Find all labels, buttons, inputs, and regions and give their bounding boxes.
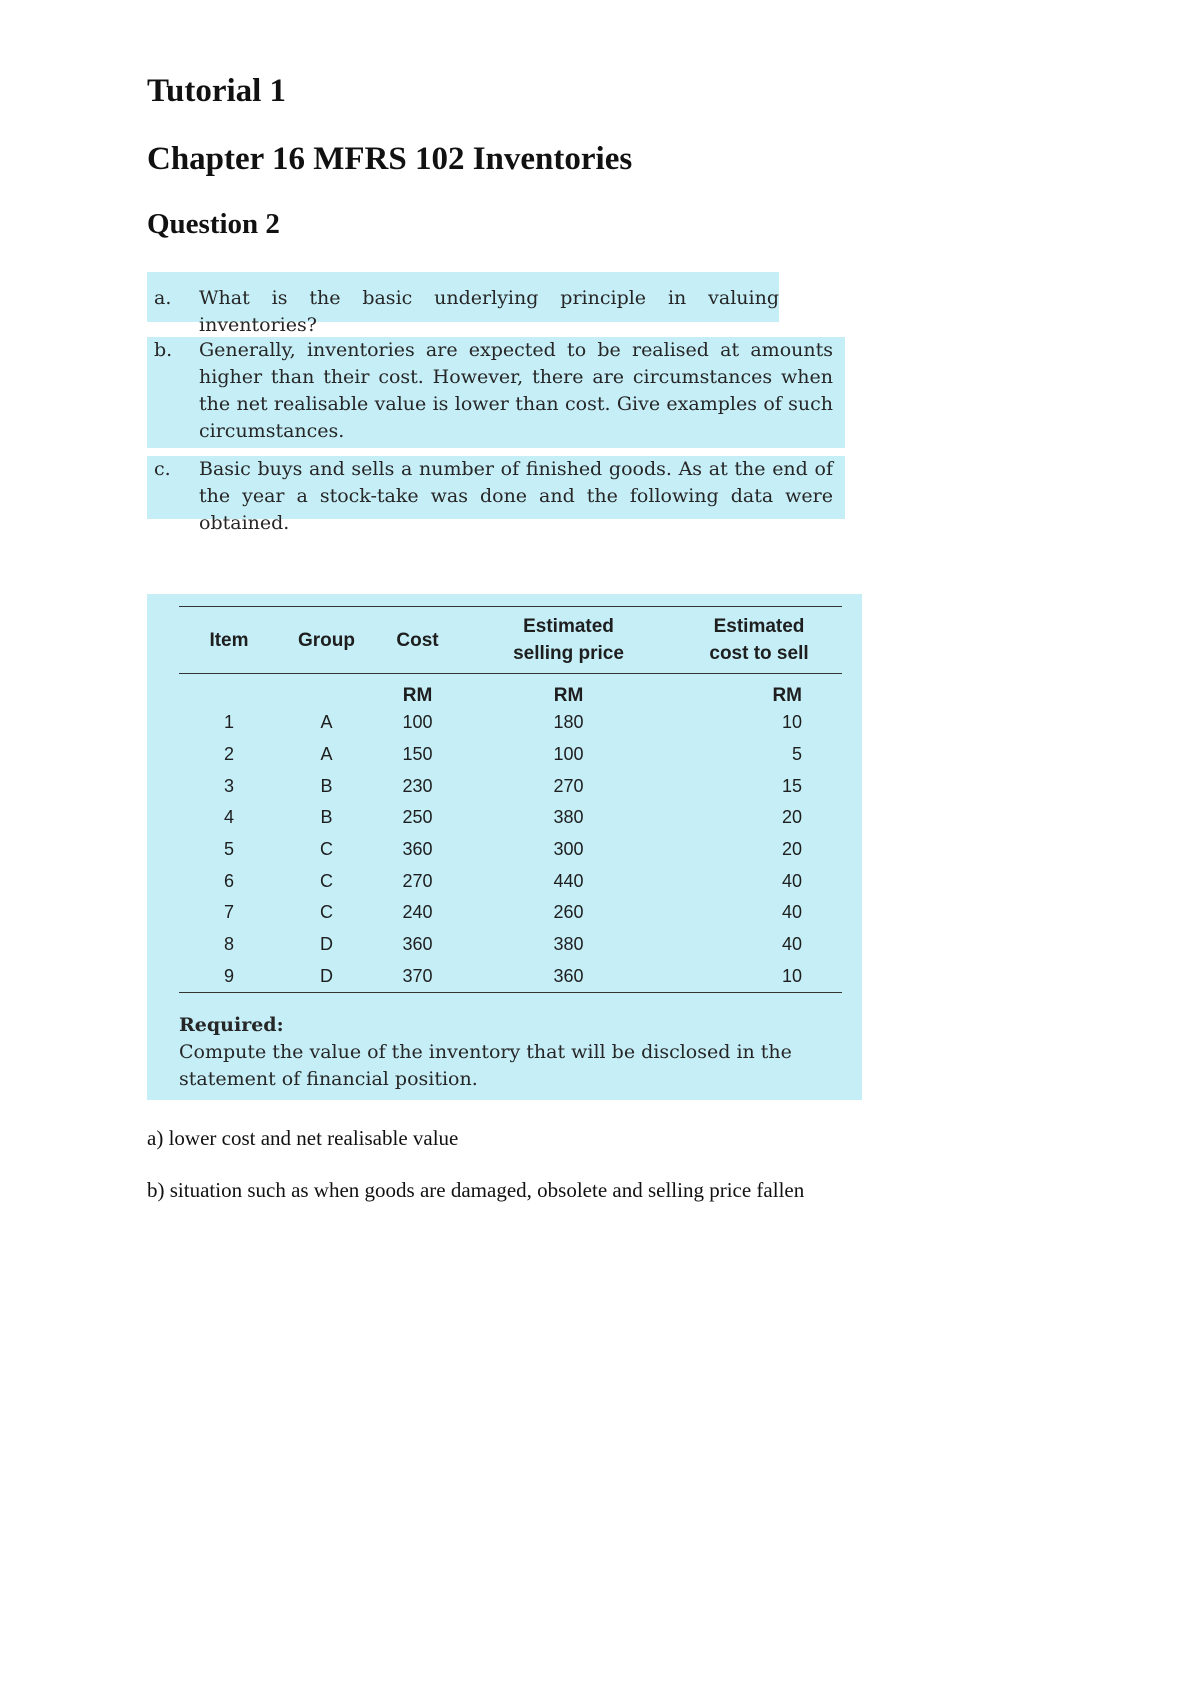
cell-cost: 150 bbox=[402, 744, 433, 765]
cell-ecs: 15 bbox=[781, 775, 802, 796]
cell-esp: 360 bbox=[461, 961, 676, 993]
question-a-text: What is the basic underlying principle in valuing inventories? bbox=[199, 287, 779, 336]
cell-ecs: 20 bbox=[781, 807, 802, 828]
question-title: Question 2 bbox=[147, 208, 280, 240]
header-item: Item bbox=[179, 607, 279, 674]
question-c bbox=[147, 456, 845, 534]
table-row bbox=[179, 739, 842, 771]
cell-esp: 180 bbox=[553, 712, 584, 733]
unit-group bbox=[279, 674, 374, 708]
cell-cost: 360 bbox=[402, 839, 433, 860]
cell-group: A bbox=[320, 712, 333, 733]
units-row bbox=[179, 674, 842, 708]
cell-item: 1 bbox=[223, 712, 234, 733]
cell-group: C bbox=[320, 902, 333, 923]
cell-ecs: 40 bbox=[781, 902, 802, 923]
cell-group: D bbox=[279, 961, 374, 993]
header-esp-line1: Estimated bbox=[523, 616, 614, 637]
question-b-label: b. bbox=[154, 339, 173, 361]
cell-item: 6 bbox=[223, 870, 234, 891]
cell-item: 2 bbox=[223, 744, 234, 765]
cell-cost: 250 bbox=[402, 807, 433, 828]
header-cost: Cost bbox=[374, 607, 461, 674]
cell-ecs: 40 bbox=[781, 934, 802, 955]
table-row bbox=[179, 929, 842, 961]
header-group: Group bbox=[279, 607, 374, 674]
cell-cost: 240 bbox=[402, 902, 433, 923]
required-heading: Required: bbox=[179, 1014, 284, 1036]
cell-item: 9 bbox=[179, 961, 279, 993]
cell-cost: 230 bbox=[402, 775, 433, 796]
answer-a: a) lower cost and net realisable value bbox=[147, 1126, 459, 1150]
chapter-title: Chapter 16 MFRS 102 Inventories bbox=[147, 141, 633, 177]
cell-group: B bbox=[320, 807, 333, 828]
question-b-text: Generally, inventories are expected to be realised at amounts higher than their cost. However, there are circumstances when the net realisable value is lower than cost. Give examples of such circumstances. bbox=[199, 339, 833, 442]
cell-ecs: 20 bbox=[781, 839, 802, 860]
table-header-row bbox=[179, 607, 842, 674]
cell-group: C bbox=[320, 870, 333, 891]
cell-esp: 260 bbox=[553, 902, 584, 923]
cell-esp: 380 bbox=[553, 934, 584, 955]
cell-cost: 360 bbox=[402, 934, 433, 955]
header-esp-line2: selling price bbox=[513, 643, 624, 664]
cell-cost: 100 bbox=[402, 712, 433, 733]
table-row bbox=[179, 707, 842, 739]
table-row bbox=[179, 865, 842, 897]
cell-ecs: 10 bbox=[781, 712, 802, 733]
question-a-label: a. bbox=[154, 287, 172, 309]
cell-esp: 300 bbox=[553, 839, 584, 860]
table-row bbox=[179, 897, 842, 929]
header-ecs-line2: cost to sell bbox=[709, 643, 809, 664]
inventory-table bbox=[179, 606, 842, 993]
cell-group: A bbox=[320, 744, 333, 765]
cell-group: B bbox=[320, 775, 333, 796]
cell-esp: 440 bbox=[553, 870, 584, 891]
header-ecs-line1: Estimated bbox=[713, 616, 805, 637]
required-section bbox=[179, 1012, 849, 1093]
question-a bbox=[147, 272, 779, 336]
cell-group: C bbox=[320, 839, 333, 860]
cell-cost: 270 bbox=[402, 870, 433, 891]
table-row bbox=[179, 770, 842, 802]
cell-item: 4 bbox=[223, 807, 234, 828]
cell-group: D bbox=[320, 934, 333, 955]
table-row bbox=[179, 802, 842, 834]
cell-ecs: 10 bbox=[676, 961, 842, 993]
cell-esp: 380 bbox=[553, 807, 584, 828]
cell-item: 3 bbox=[223, 775, 234, 796]
table-row bbox=[179, 961, 842, 993]
tutorial-title: Tutorial 1 bbox=[147, 73, 287, 109]
header-estimated-cost-to-sell bbox=[676, 607, 842, 674]
inventory-table-panel bbox=[147, 594, 862, 1100]
question-c-text: Basic buys and sells a number of finished goods. As at the end of the year a stock-take was done and the following data were obtained. bbox=[199, 458, 833, 534]
header-estimated-selling-price bbox=[461, 607, 676, 674]
unit-item bbox=[179, 674, 279, 708]
cell-ecs: 5 bbox=[791, 744, 802, 765]
cell-cost: 370 bbox=[374, 961, 461, 993]
question-c-label: c. bbox=[154, 458, 171, 480]
cell-item: 8 bbox=[223, 934, 234, 955]
unit-esp: RM bbox=[553, 685, 584, 706]
cell-esp: 270 bbox=[553, 775, 584, 796]
question-b bbox=[147, 337, 845, 448]
table-row bbox=[179, 834, 842, 866]
unit-cost: RM bbox=[402, 685, 433, 706]
answer-b: b) situation such as when goods are damaged, obsolete and selling price fallen bbox=[147, 1178, 805, 1202]
unit-ecs: RM bbox=[772, 685, 802, 706]
cell-item: 7 bbox=[223, 902, 234, 923]
cell-ecs: 40 bbox=[781, 870, 802, 891]
required-text: Compute the value of the inventory that will be disclosed in the statement of financial position. bbox=[179, 1041, 792, 1090]
cell-item: 5 bbox=[223, 839, 234, 860]
cell-esp: 100 bbox=[553, 744, 584, 765]
